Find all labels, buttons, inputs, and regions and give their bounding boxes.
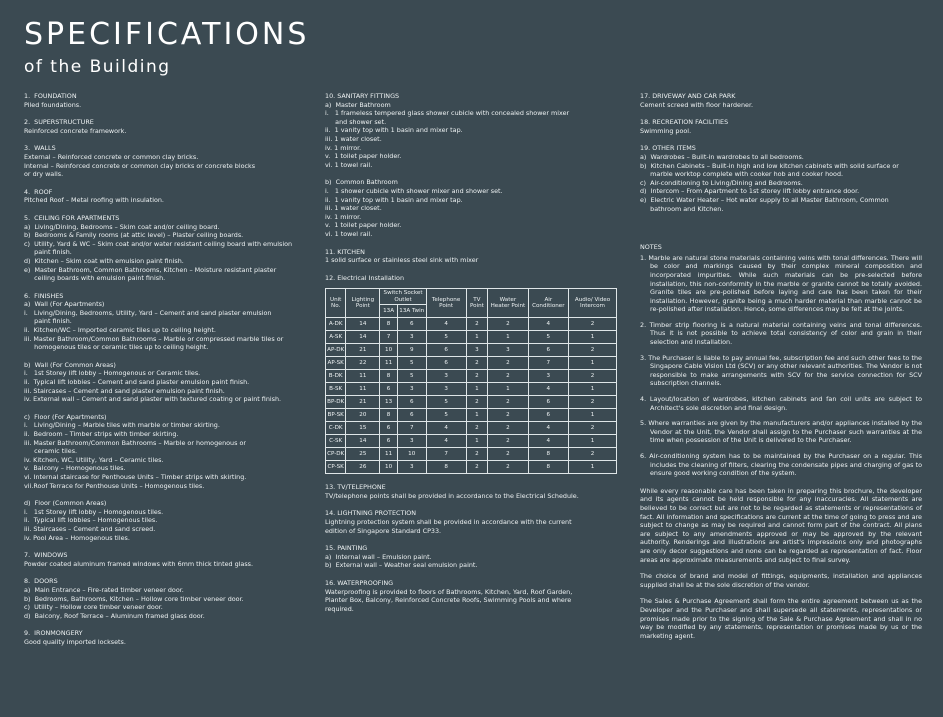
column-left: [24, 92, 314, 655]
table-cell: 25: [346, 448, 380, 461]
table-cell: 11: [346, 370, 380, 383]
section-line: ii. Typical lift lobbies – Cement and sand plaster emulsion paint finish.: [24, 378, 250, 387]
table-cell: 21: [346, 344, 380, 357]
table-cell: 1: [466, 409, 488, 422]
section-line: marble worktop complete with cooker hob and cooker hood.: [640, 170, 844, 179]
table-row: [326, 370, 617, 383]
section-line: Powder coated aluminum framed windows with 6mm thick tinted glass.: [24, 559, 254, 568]
section-line: v. Balcony – Homogenous tiles.: [24, 464, 126, 473]
table-cell: A-SK: [326, 331, 346, 344]
table-cell: C-DK: [326, 422, 346, 435]
table-cell: 2: [569, 318, 617, 331]
table-cell: 2: [466, 461, 488, 474]
table-cell: 3: [426, 370, 466, 383]
section-line: i. 1st Storey lift lobby – Homogenous or Ceramic tiles.: [24, 369, 201, 378]
table-cell: 7: [528, 357, 569, 370]
section-line: Waterproofing is provided to floors of Bathrooms, Kitchen, Yard, Roof Garden,: [325, 587, 573, 596]
section-line: required.: [325, 604, 354, 613]
column-right: [640, 92, 922, 648]
section-heading: 15. PAINTING: [325, 544, 368, 553]
table-cell: 5: [397, 357, 426, 370]
table-cell: 6: [528, 344, 569, 357]
section-heading: c) Floor (For Apartments): [24, 412, 107, 421]
section-heading: 16. WATERPROOFING: [325, 579, 394, 588]
table-cell: 2: [488, 357, 528, 370]
table-cell: 9: [397, 344, 426, 357]
note-item: 2. Timber strip flooring is a natural material containing veins and tonal differences. Thus it is not possible to achieve total consistency of color and grain in their selection and installation.: [640, 320, 922, 347]
table-cell: 5: [528, 331, 569, 344]
table-cell: BP-DK: [326, 396, 346, 409]
table-cell: 14: [346, 435, 380, 448]
table-cell: 4: [426, 435, 466, 448]
section-line: vi. Internal staircase for Penthouse Units – Timber strips with skirting.: [24, 472, 247, 481]
table-cell: 3: [397, 435, 426, 448]
section-line: homogenous tiles or ceramic tiles up to ceiling height.: [24, 343, 209, 352]
table-cell: 11: [346, 383, 380, 396]
col-header-13a-twin: 13A Twin: [397, 305, 426, 318]
section-line: i. 1 shower cubicle with shower mixer and shower set.: [325, 186, 503, 195]
section-line: e) Master Bathroom, Common Bathrooms, Kitchen – Moisture resistant plaster: [24, 265, 277, 274]
section-line: iii. 1 water closet.: [325, 204, 382, 213]
table-cell: 6: [380, 435, 397, 448]
section-line: i. Living/Dining – Marble tiles with marble or timber skirting.: [24, 421, 220, 430]
section-line: ceramic tiles.: [24, 447, 78, 456]
electrical-installation: [325, 274, 620, 475]
spec-section: [24, 188, 314, 205]
spec-section: [24, 214, 314, 283]
table-cell: 4: [426, 422, 466, 435]
section-line: Reinforced concrete framework.: [24, 126, 127, 135]
section-heading: 3. WALLS: [24, 144, 56, 153]
table-row: [326, 461, 617, 474]
table-cell: 4: [426, 318, 466, 331]
table-row: [326, 331, 617, 344]
section-line: External – Reinforced concrete or common clay bricks.: [24, 152, 199, 161]
section-line: and shower set.: [325, 117, 387, 126]
spec-section: [325, 579, 620, 613]
disclaimer-paragraph: While every reasonable care has been taken in preparing this brochure, the developer and its agents cannot be held responsible for any inaccuracies. All statements are believed to be correct but are not to be regarded as statements or representations of fact. All information and specifications are current at the time of going to press and are subject to change as may be required and cannot form part of the contract. All plans are subject to any amendments approved or may be approved by the relevant authority. Renderings and illustrations are artist's impressions only and photographs are only decor suggestions and none can be regarded as representation of fact. Floor areas are approximate measurements and subject to final survey.: [640, 486, 922, 564]
table-cell: BP-SK: [326, 409, 346, 422]
table-cell: 6: [528, 409, 569, 422]
spec-section: [325, 483, 620, 500]
section-line: v. 1 toilet paper holder.: [325, 221, 402, 230]
col-header-air-con: Air Conditioner: [528, 289, 569, 318]
table-cell: 2: [466, 396, 488, 409]
table-cell: CP-DK: [326, 448, 346, 461]
table-cell: 3: [528, 370, 569, 383]
table-cell: 2: [488, 461, 528, 474]
section-line: e) Electric Water Heater – Hot water supply to all Master Bathroom, Common: [640, 195, 889, 204]
table-cell: 2: [466, 370, 488, 383]
table-row: [326, 396, 617, 409]
table-cell: 3: [426, 383, 466, 396]
table-cell: 1: [569, 461, 617, 474]
section-line: Piled foundations.: [24, 100, 82, 109]
table-row: [326, 357, 617, 370]
table-cell: 7: [426, 448, 466, 461]
section-line: i. 1st Storey lift lobby – Homogenous tiles.: [24, 507, 164, 516]
table-cell: 2: [488, 396, 528, 409]
table-row: [326, 383, 617, 396]
section-line: b) Bedrooms, Bathrooms, Kitchen – Hollow core timber veneer door.: [24, 594, 244, 603]
section-line: ceiling boards with emulsion paint finish.: [24, 274, 166, 283]
table-cell: 8: [380, 318, 397, 331]
table-cell: 8: [380, 370, 397, 383]
table-cell: 11: [380, 448, 397, 461]
disclaimer-paragraph: The Sales & Purchase Agreement shall form the entire agreement between us as the Developer and the Purchaser and shall supersede all statements, representations or promises made prior to the signing of the Sale & Purchase Agreement and shall in no way be modified by any statements, representation or promises made by us or the marketing agent.: [640, 597, 922, 640]
table-cell: 3: [397, 383, 426, 396]
notes-section: [640, 243, 922, 478]
table-cell: 13: [380, 396, 397, 409]
table-cell: CP-SK: [326, 461, 346, 474]
note-item: 6. Air-conditioning system has to be maintained by the Purchaser on a regular. This includes the cleaning of filters, clearing the condensate pipes and charging of gas to ensure good working condition of the system.: [640, 452, 922, 478]
spec-section: [640, 118, 922, 135]
table-cell: 2: [488, 435, 528, 448]
table-cell: 1: [466, 435, 488, 448]
table-cell: 2: [569, 448, 617, 461]
section-heading: 8. DOORS: [24, 577, 58, 586]
section-heading: 13. TV/TELEPHONE: [325, 483, 386, 492]
table-cell: 2: [466, 448, 488, 461]
spec-section: [640, 92, 922, 109]
table-cell: 11: [380, 357, 397, 370]
disclaimer-paragraph: The choice of brand and model of fittings, equipments, installation and appliances supplied shall be at the sole discretion of the vendor.: [640, 572, 922, 589]
table-cell: 4: [528, 435, 569, 448]
table-cell: 2: [569, 370, 617, 383]
table-cell: 26: [346, 461, 380, 474]
table-cell: 5: [426, 396, 466, 409]
table-cell: A-DK: [326, 318, 346, 331]
note-item: 3. The Purchaser is liable to pay annual fee, subscription fee and such other fees to the Singapore Cable Vision Ltd (SCV) or any other relevant authorities. The Vendor is not responsible to make arrangements with SCV for the service connection for SCV subscription channels.: [640, 353, 922, 388]
page-title: SPECIFICATIONS: [24, 17, 310, 52]
section-line: iii. Staircases – Cement and sand plaster emulsion paint finish.: [24, 386, 225, 395]
section-line: iii. Master Bathroom/Common Bathrooms – Marble or homogenous or: [24, 438, 246, 447]
col-header-tv: TV Point: [466, 289, 488, 318]
section-line: ii. 1 vanity top with 1 basin and mixer tap.: [325, 195, 463, 204]
table-cell: 2: [569, 422, 617, 435]
section-line: i. Living/Dining, Bedrooms, Utility, Yard – Cement and sand plaster emulsion: [24, 308, 272, 317]
spec-section: [24, 629, 314, 646]
table-row: [326, 448, 617, 461]
section-line: vi. 1 towel rail.: [325, 160, 373, 169]
section-heading: b) Common Bathroom: [325, 178, 398, 187]
table-cell: 1: [488, 383, 528, 396]
section-line: Lightning protection system shall be provided in accordance with the current: [325, 518, 572, 527]
table-cell: 1: [569, 357, 617, 370]
section-heading: 18. RECREATION FACILITIES: [640, 118, 729, 127]
section-line: iv. 1 mirror.: [325, 143, 362, 152]
table-cell: 3: [488, 344, 528, 357]
table-row: [326, 344, 617, 357]
table-cell: 8: [380, 409, 397, 422]
section-heading: 7. WINDOWS: [24, 551, 68, 560]
section-line: iv. External wall – Cement and sand plaster with textured coating or paint finish.: [24, 395, 282, 404]
col-header-switch: Switch Socket Outlet: [380, 289, 426, 305]
table-cell: 4: [528, 318, 569, 331]
section-line: b) Bedrooms & Family rooms (at attic level) – Plaster ceiling boards.: [24, 231, 244, 240]
spec-section: [24, 361, 314, 404]
section-heading: 19. OTHER ITEMS: [640, 144, 696, 153]
col-header-lighting: Lighting Point: [346, 289, 380, 318]
table-cell: 14: [346, 331, 380, 344]
table-cell: 2: [488, 409, 528, 422]
table-cell: 1: [466, 331, 488, 344]
table-cell: 5: [426, 331, 466, 344]
table-cell: 6: [426, 344, 466, 357]
section-heading: 6. FINISHES: [24, 291, 64, 300]
table-cell: 8: [528, 448, 569, 461]
table-cell: 1: [569, 435, 617, 448]
table-cell: 10: [380, 461, 397, 474]
table-cell: B-DK: [326, 370, 346, 383]
section-heading: 4. ROOF: [24, 187, 53, 196]
section-line: iii. Master Bathroom/Common Bathrooms – Marble or compressed marble tiles or: [24, 334, 284, 343]
table-cell: 1: [569, 409, 617, 422]
table-cell: 10: [397, 448, 426, 461]
table-cell: 6: [380, 422, 397, 435]
section-heading: 17. DRIVEWAY AND CAR PARK: [640, 92, 736, 100]
table-cell: 15: [346, 422, 380, 435]
section-line: ii. Bedroom – Timber strips with timber skirting.: [24, 430, 179, 438]
table-cell: 2: [569, 396, 617, 409]
section-heading: 1. FOUNDATION: [24, 92, 77, 100]
table-cell: 21: [346, 396, 380, 409]
table-cell: 2: [488, 318, 528, 331]
spec-section: [640, 144, 922, 213]
spec-section: [24, 413, 314, 490]
section-line: iv. 1 mirror.: [325, 212, 362, 221]
table-cell: 2: [466, 357, 488, 370]
section-line: a) Living/Dining, Bedrooms – Skim coat and/or ceiling board.: [24, 222, 220, 231]
section-line: a) Internal wall – Emulsion paint.: [325, 552, 432, 561]
table-cell: 6: [528, 396, 569, 409]
table-row: [326, 435, 617, 448]
col-header-telephone: Telephone Point: [426, 289, 466, 318]
table-cell: AP-SK: [326, 357, 346, 370]
section-line: a) Master Bathroom: [325, 100, 391, 109]
section-heading: d) Floor (Common Areas): [24, 499, 107, 508]
spec-section: [325, 544, 620, 570]
note-item: 1. Marble are natural stone materials containing veins with tonal differences. There will be color and markings caused by their complex mineral composition and incorporated impurities. While such materials can be pre-selected before installation, this non-conformity in the marble or granite cannot be totally avoided. Granite tiles are pre-polished before laying and care has been taken for their installation. However, granite being a much harder material than marble cannot be re-polished after installation. Hence, some differences may be felt at the joints.: [640, 253, 922, 314]
section-line: Internal – Reinforced concrete or common clay bricks or concrete blocks: [24, 161, 256, 170]
note-item: 4. Layout/location of wardrobes, kitchen cabinets and fan coil units are subject to Architect's sole discretion and final design.: [640, 395, 922, 412]
section-line: vii.Roof Terrace for Penthouse Units – Homogenous tiles.: [24, 481, 205, 490]
table-cell: 2: [466, 422, 488, 435]
section-line: paint finish.: [24, 317, 72, 326]
section-line: a) Wall (For Apartments): [24, 300, 105, 309]
table-cell: 6: [397, 396, 426, 409]
section-line: iv. Pool Area – Homogenous tiles.: [24, 533, 130, 542]
table-cell: 3: [397, 331, 426, 344]
section-line: Planter Box, Balcony, Reinforced Concrete Roofs, Swimming Pools and where: [325, 596, 572, 605]
table-cell: 7: [397, 422, 426, 435]
spec-section: [325, 509, 620, 535]
table-cell: 6: [380, 383, 397, 396]
table-cell: 14: [346, 318, 380, 331]
electrical-table: [325, 288, 617, 474]
table-cell: 2: [488, 370, 528, 383]
section-line: Pitched Roof – Metal roofing with insulation.: [24, 196, 164, 205]
spec-section: [24, 118, 314, 135]
table-cell: 5: [426, 409, 466, 422]
section-line: v. 1 toilet paper holder.: [325, 152, 402, 161]
table-cell: 8: [528, 461, 569, 474]
section-line: Swimming pool.: [640, 126, 692, 135]
table-cell: 1: [569, 331, 617, 344]
section-heading: 14. LIGHTNING PROTECTION: [325, 509, 417, 518]
section-line: ii. Typical lift lobbies – Homogenous tiles.: [24, 516, 158, 525]
section-line: iii. 1 water closet.: [325, 134, 382, 143]
electrical-installation-title: 12. Electrical Installation: [325, 273, 404, 282]
spec-section: [24, 144, 314, 178]
section-line: ii. Kitchen/WC – Imported ceramic tiles up to ceiling height.: [24, 326, 216, 335]
spec-section: [24, 92, 314, 109]
table-cell: 4: [528, 383, 569, 396]
table-cell: 4: [528, 422, 569, 435]
section-line: 1 solid surface or stainless steel sink with mixer: [325, 256, 479, 265]
table-cell: 22: [346, 357, 380, 370]
table-cell: 1: [466, 383, 488, 396]
table-cell: 2: [466, 318, 488, 331]
spec-section: [325, 92, 620, 169]
table-cell: 20: [346, 409, 380, 422]
spec-section: [24, 551, 314, 568]
table-cell: 6: [426, 357, 466, 370]
section-line: c) Utility, Yard & WC – Skim coat and/or water resistant ceiling board with emulsion: [24, 239, 293, 248]
table-cell: 6: [397, 318, 426, 331]
section-line: paint finish.: [24, 248, 72, 257]
section-line: b) Kitchen Cabinets – Built-in high and low kitchen cabinets with solid surface or: [640, 161, 899, 170]
section-heading: 11. KITCHEN: [325, 247, 365, 256]
section-line: Good quality imported locksets.: [24, 637, 126, 646]
table-cell: B-SK: [326, 383, 346, 396]
section-line: ii. 1 vanity top with 1 basin and mixer tap.: [325, 126, 463, 135]
table-cell: 2: [569, 344, 617, 357]
section-line: c) Utility – Hollow core timber veneer door.: [24, 603, 163, 612]
section-line: c) Air-conditioning to Living/Dining and Bedrooms.: [640, 178, 803, 187]
spec-section: [24, 499, 314, 542]
section-heading: 10. SANITARY FITTINGS: [325, 92, 400, 100]
col-header-unit: Unit No.: [326, 289, 346, 318]
page-subtitle: of the Building: [24, 57, 171, 77]
table-row: [326, 318, 617, 331]
section-heading: b) Wall (For Common Areas): [24, 360, 116, 369]
section-line: Cement screed with floor hardener.: [640, 100, 754, 109]
section-line: edition of Singapore Standard CP33.: [325, 526, 442, 535]
section-heading: 9. IRONMONGERY: [24, 629, 83, 638]
spec-section: [325, 248, 620, 265]
spec-section: [24, 577, 314, 620]
section-line: a) Wardrobes – Built-in wardrobes to all bedrooms.: [640, 152, 804, 161]
table-row: [326, 422, 617, 435]
section-line: bathroom and Kitchen.: [640, 204, 724, 213]
section-heading: 5. CEILING FOR APARTMENTS: [24, 213, 120, 222]
table-cell: AP-DK: [326, 344, 346, 357]
section-line: or dry walls.: [24, 170, 64, 179]
section-heading: 2. SUPERSTRUCTURE: [24, 118, 94, 127]
notes-title: NOTES: [640, 243, 662, 252]
table-cell: 1: [569, 383, 617, 396]
section-line: d) Intercom – From Apartment to 1st storey lift lobby entrance door.: [640, 187, 860, 196]
table-cell: 1: [488, 331, 528, 344]
section-line: i. 1 frameless tempered glass shower cubicle with concealed shower mixer: [325, 109, 570, 118]
table-row: [326, 409, 617, 422]
note-item: 5. Where warranties are given by the manufacturers and/or appliances installed by the Vendor at the Unit, the Vendor shall assign to the Purchaser such warranties at the time when possession of the Unit is delivered to the Purchaser.: [640, 419, 922, 445]
section-line: b) External wall – Weather seal emulsion paint.: [325, 561, 478, 570]
section-line: TV/telephone points shall be provided in accordance to the Electrical Schedule.: [325, 491, 579, 500]
section-line: vi. 1 towel rail.: [325, 229, 373, 238]
table-cell: 7: [380, 331, 397, 344]
section-line: d) Kitchen – Skim coat with emulsion paint finish.: [24, 256, 184, 265]
col-header-13a: 13A: [380, 305, 397, 318]
col-header-water-heater: Water Heater Point: [488, 289, 528, 318]
table-cell: 3: [397, 461, 426, 474]
spec-section: [24, 292, 314, 352]
section-line: d) Balcony, Roof Terrace – Aluminum framed glass door.: [24, 611, 205, 620]
section-line: iii. Staircases – Cement and sand screed.: [24, 524, 156, 533]
table-cell: 8: [426, 461, 466, 474]
table-cell: 6: [397, 409, 426, 422]
table-cell: 5: [397, 370, 426, 383]
col-header-audio: Audio/ Video Intercom: [569, 289, 617, 318]
column-middle: [325, 92, 620, 622]
section-line: iv. Kitchen, WC, Utility, Yard – Ceramic tiles.: [24, 455, 164, 464]
table-cell: 2: [488, 448, 528, 461]
table-cell: 10: [380, 344, 397, 357]
table-cell: 2: [488, 422, 528, 435]
table-cell: C-SK: [326, 435, 346, 448]
section-line: a) Main Entrance – Fire-rated timber veneer door.: [24, 585, 184, 594]
table-cell: 3: [466, 344, 488, 357]
spec-section: [325, 178, 620, 238]
